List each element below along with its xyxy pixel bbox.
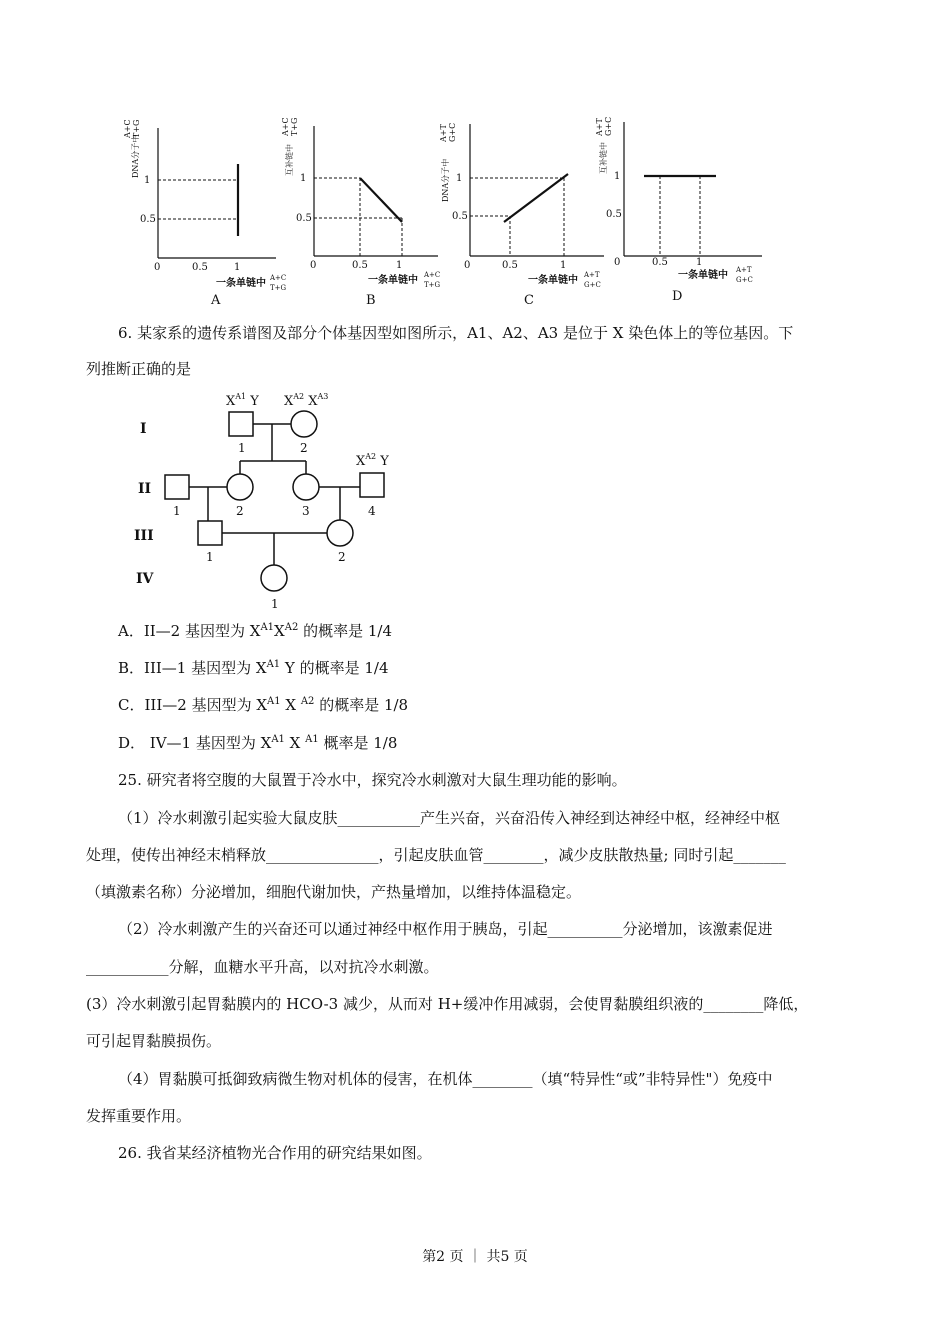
graph-a-tick-x1: 1 — [234, 262, 241, 273]
graph-c-line — [504, 174, 568, 222]
q25-p1c: （填激素名称）分泌增加，细胞代谢加快，产热量增加，以维持体温稳定。 — [86, 883, 582, 901]
graph-b-tick-y1: 1 — [300, 173, 307, 184]
iii1-male — [198, 521, 222, 545]
i2-genotype: $X^{A2}$ $X^{A3}$ — [284, 392, 329, 409]
graph-c-yfrac-top: A+T — [439, 124, 448, 142]
graph-b-line — [360, 178, 402, 222]
ii2-number: 2 — [236, 504, 244, 518]
graph-c-xfrac-bot: G+C — [584, 281, 601, 289]
graph-c — [436, 118, 611, 308]
q25-p4a: （4）胃黏膜可抵御致病微生物对机体的侵害，在机体________（填“特异性“或”非特异性"）免疫中 — [118, 1070, 773, 1088]
graph-b-xfrac-bot: T+G — [424, 281, 441, 289]
graph-c-tick-x0: 0 — [464, 260, 471, 271]
ii3-female — [293, 474, 319, 500]
graph-a-tick-y05: 0.5 — [140, 214, 156, 225]
i1-male — [229, 412, 253, 436]
q25-intro: 25. 研究者将空腹的大鼠置于冷水中，探究冷水刺激对大鼠生理功能的影响。 — [118, 771, 627, 789]
gen-label-ii: II — [138, 481, 152, 497]
i2-female — [291, 411, 317, 437]
graph-d-yfrac-top: A+T — [595, 118, 604, 136]
graph-d-xfrac-bot: G+C — [736, 276, 753, 284]
graph-a-ylabel: DNA分子中 — [131, 134, 140, 178]
q25-p1b: 处理，使传出神经末梢释放_______________，引起皮肤血管________，减少皮肤散热量; 同时引起_______ — [86, 846, 786, 864]
iii1-number: 1 — [206, 550, 214, 564]
graph-d-xfrac-top: A+T — [736, 266, 752, 274]
graph-d-yfrac-bot: G+C — [604, 116, 613, 136]
graph-b-yfrac-top: A+C — [281, 117, 290, 136]
i1-genotype: $X^{A1}$ Y — [226, 392, 259, 409]
graph-d — [592, 118, 768, 308]
i2-number: 2 — [300, 441, 308, 455]
ii4-male — [360, 473, 384, 497]
graph-a-letter: A — [211, 293, 221, 308]
graph-b-xfrac-top: A+C — [424, 271, 441, 279]
graph-c-yfrac-bot: G+C — [448, 122, 457, 142]
dna-ratio-graphs — [118, 118, 768, 308]
graph-d-xlabel: 一条单链中 — [678, 270, 728, 281]
option-a: A．II—2 基因型为 $X^{A1}X^{A2}$ 的概率是 1/4 — [118, 622, 393, 640]
graph-d-tick-y05: 0.5 — [606, 209, 622, 220]
option-b: B．III—1 基因型为 $X^{A1}$ Y 的概率是 1/4 — [118, 659, 389, 677]
iv1-number: 1 — [271, 597, 279, 611]
graph-b-xlabel: 一条单链中 — [368, 275, 418, 286]
graph-b-tick-x1: 1 — [396, 260, 403, 271]
graph-d-tick-x0: 0 — [614, 257, 621, 268]
graph-a-xfrac-top: A+C — [270, 274, 287, 282]
graph-d-tick-y1: 1 — [614, 171, 621, 182]
iii2-number: 2 — [338, 550, 346, 564]
ii1-number: 1 — [173, 504, 181, 518]
graph-a-yfrac-top: A+C — [123, 119, 132, 138]
i1-number: 1 — [238, 441, 246, 455]
graph-c-tick-y1: 1 — [456, 173, 463, 184]
graph-c-ylabel: DNA分子中 — [441, 158, 450, 202]
graph-c-tick-x05: 0.5 — [502, 260, 518, 271]
q25-p4b: 发挥重要作用。 — [86, 1107, 192, 1125]
iii2-female — [327, 520, 353, 546]
graph-b — [278, 118, 448, 308]
gen-label-i: I — [140, 421, 147, 437]
graph-b-tick-x05: 0.5 — [352, 260, 368, 271]
graph-c-xfrac-top: A+T — [584, 271, 600, 279]
ii3-number: 3 — [302, 504, 310, 518]
gen-label-iv: IV — [136, 571, 154, 587]
iv1-female — [261, 565, 287, 591]
ii4-genotype: $X^{A2}$ Y — [356, 452, 389, 469]
q6-line1: 6. 某家系的遗传系谱图及部分个体基因型如图所示，A1、A2、A3 是位于 X 染色体上的等位基因。下 — [118, 324, 794, 342]
option-c: C．III—2 基因型为 $X^{A1}$ X $^{A2}$ 的概率是 1/8 — [118, 696, 409, 714]
option-d: D． IV—1 基因型为 $X^{A1}$ X $^{A1}$ 概率是 1/8 — [118, 734, 398, 752]
ii1-male — [165, 475, 189, 499]
graph-c-tick-x1: 1 — [560, 260, 567, 271]
graph-a-xlabel: 一条单链中 — [216, 278, 266, 289]
q6-line2: 列推断正确的是 — [86, 360, 192, 378]
graph-a-tick-x05: 0.5 — [192, 262, 208, 273]
graph-c-letter: C — [524, 293, 534, 308]
graph-b-ylabel: 互补链中 — [285, 144, 294, 176]
graph-a — [118, 118, 287, 308]
ii2-female — [227, 474, 253, 500]
q25-p3a: (3）冷水刺激引起胃黏膜内的 HCO-3 减少，从而对 H+缓冲作用减弱，会使胃黏膜组织液的________降低， — [86, 995, 809, 1013]
graph-a-yfrac-bot: T+G — [132, 119, 141, 138]
q25-p2a: （2）冷水刺激产生的兴奋还可以通过神经中枢作用于胰岛，引起__________分泌增加，该激素促进 — [118, 920, 773, 938]
ii4-number: 4 — [368, 504, 376, 518]
q25-p3b: 可引起胃黏膜损伤。 — [86, 1032, 222, 1050]
graph-a-xfrac-bot: T+G — [270, 284, 287, 292]
gen-label-iii: III — [134, 528, 154, 544]
q26-text: 26. 我省某经济植物光合作用的研究结果如图。 — [118, 1144, 432, 1162]
q25-p2b: ___________分解，血糖水平升高，以对抗冷水刺激。 — [86, 958, 439, 976]
graph-c-xlabel: 一条单链中 — [528, 275, 578, 286]
graph-d-letter: D — [672, 289, 683, 304]
pedigree-chart — [128, 385, 418, 615]
graph-b-tick-y05: 0.5 — [296, 213, 312, 224]
graph-d-tick-x05: 0.5 — [652, 257, 668, 268]
graph-b-tick-x0: 0 — [310, 260, 317, 271]
page-footer: 第2 页 ｜ 共5 页 — [422, 1249, 528, 1265]
graph-d-ylabel: 互补链中 — [599, 142, 608, 174]
graph-c-tick-y05: 0.5 — [452, 211, 468, 222]
graph-a-tick-y1: 1 — [144, 175, 151, 186]
q25-p1a: （1）冷水刺激引起实验大鼠皮肤___________产生兴奋，兴奋沿传入神经到达神经中枢，经神经中枢 — [118, 809, 781, 827]
graph-b-yfrac-bot: T+G — [290, 117, 299, 136]
graph-b-letter: B — [366, 293, 376, 308]
graph-d-tick-x1: 1 — [696, 257, 703, 268]
graph-a-tick-x0: 0 — [154, 262, 161, 273]
